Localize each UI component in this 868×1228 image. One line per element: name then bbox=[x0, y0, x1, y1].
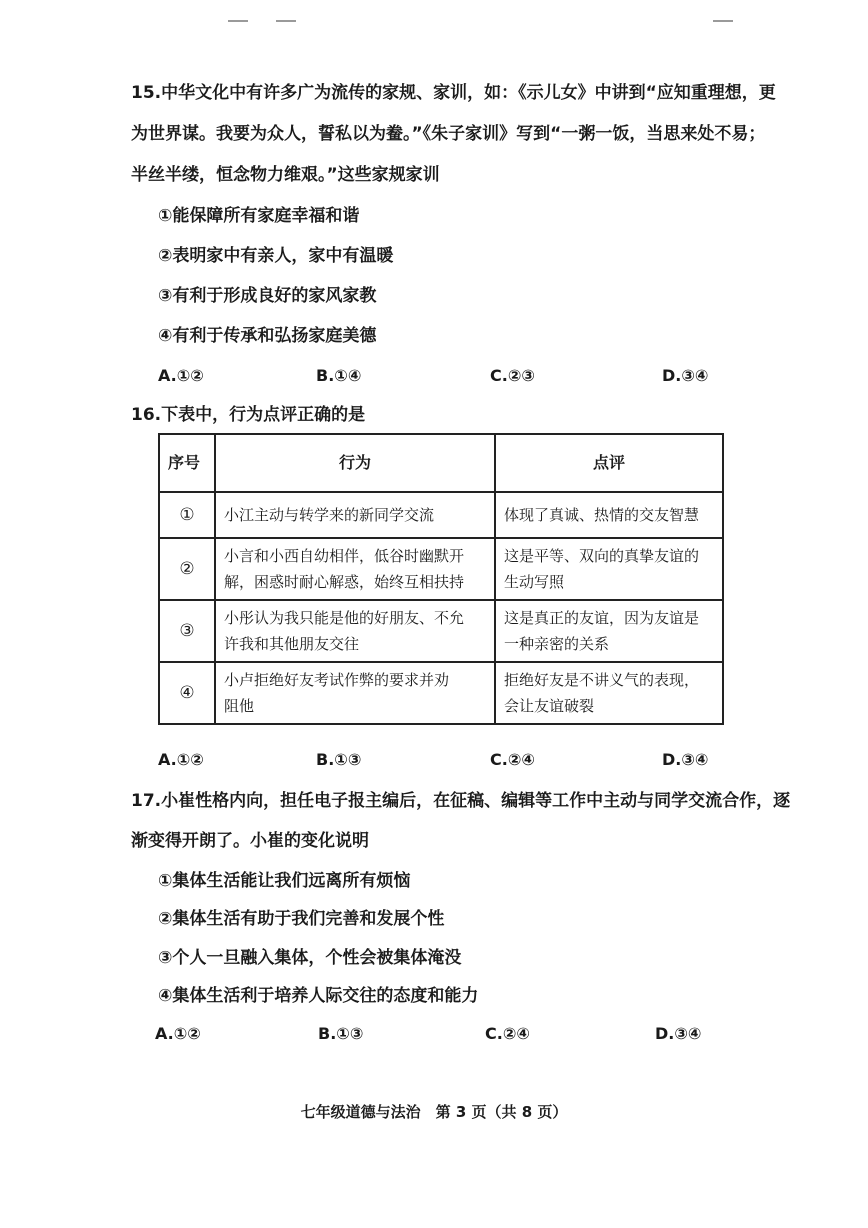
q15-choice-b: B.①④ bbox=[316, 366, 362, 385]
comment-text: 会让友谊破裂 bbox=[504, 697, 595, 715]
behavior-text: 许我和其他朋友交往 bbox=[224, 635, 360, 653]
q15-statement: ④有利于传承和弘扬家庭美德 bbox=[158, 326, 377, 346]
behavior-cell bbox=[215, 600, 495, 662]
comment-text: 体现了真诚、热情的交友智慧 bbox=[504, 506, 700, 524]
behavior-cell bbox=[215, 538, 495, 600]
q16-choice-d: D.③④ bbox=[662, 750, 709, 769]
q17-statement: ②集体生活有助于我们完善和发展个性 bbox=[158, 909, 445, 929]
q17-choice-d: D.③④ bbox=[655, 1024, 702, 1043]
q15-statement: ③有利于形成良好的家风家教 bbox=[158, 286, 377, 306]
table-row bbox=[159, 492, 723, 538]
behavior-text: 阻他 bbox=[224, 697, 255, 715]
table-row bbox=[159, 538, 723, 600]
q17-statement: ①集体生活能让我们远离所有烦恼 bbox=[158, 871, 411, 891]
comment-cell bbox=[495, 538, 723, 600]
scan-mark bbox=[276, 20, 296, 22]
q15-statement: ②表明家中有亲人，家中有温暖 bbox=[158, 246, 394, 266]
header-comment: 点评 bbox=[495, 434, 723, 492]
row-number: ③ bbox=[159, 600, 215, 662]
behavior-text: 小江主动与转学来的新同学交流 bbox=[224, 506, 435, 524]
q15-choice-c: C.②③ bbox=[490, 366, 535, 385]
q17-statement: ③个人一旦融入集体，个性会被集体淹没 bbox=[158, 948, 462, 968]
header-no: 序号 bbox=[159, 434, 215, 492]
comment-text: 拒绝好友是不讲义气的表现， bbox=[504, 671, 700, 689]
table-row bbox=[159, 662, 723, 724]
behavior-cell bbox=[215, 492, 495, 538]
comment-cell bbox=[495, 600, 723, 662]
page-footer: 七年级道德与法治 第 3 页（共 8 页） bbox=[300, 1103, 568, 1121]
q17-choice-a: A.①② bbox=[155, 1024, 201, 1043]
q17-statement: ④集体生活利于培养人际交往的态度和能力 bbox=[158, 986, 479, 1006]
table-row bbox=[159, 600, 723, 662]
q16-choice-b: B.①③ bbox=[316, 750, 362, 769]
header-behavior: 行为 bbox=[215, 434, 495, 492]
q15-stem-line: 15.中华文化中有许多广为流传的家规、家训，如：《示儿女》中讲到“应知重理想，更 bbox=[131, 83, 776, 103]
row-number: ② bbox=[159, 538, 215, 600]
q15-stem-line: 半丝半缕，恒念物力维艰。”这些家规家训 bbox=[131, 165, 440, 185]
q16-choice-c: C.②④ bbox=[490, 750, 535, 769]
scan-mark bbox=[713, 20, 733, 22]
q16-choice-a: A.①② bbox=[158, 750, 204, 769]
comment-cell bbox=[495, 662, 723, 724]
behavior-text: 小彤认为我只能是他的好朋友、不允 bbox=[224, 609, 465, 627]
scan-mark bbox=[228, 20, 248, 22]
comment-text: 这是真正的友谊，因为友谊是 bbox=[504, 609, 700, 627]
comment-text: 一种亲密的关系 bbox=[504, 635, 610, 653]
behavior-text: 解，困惑时耐心解惑，始终互相扶持 bbox=[224, 573, 465, 591]
behavior-cell bbox=[215, 662, 495, 724]
q17-stem-line: 17.小崔性格内向，担任电子报主编后，在征稿、编辑等工作中主动与同学交流合作，逐 bbox=[131, 791, 791, 811]
table-header-row bbox=[159, 434, 723, 492]
q15-choice-a: A.①② bbox=[158, 366, 204, 385]
q16-stem: 16.下表中，行为点评正确的是 bbox=[131, 405, 366, 425]
q16-table bbox=[158, 433, 724, 725]
q17-stem-line: 渐变得开朗了。小崔的变化说明 bbox=[131, 831, 369, 851]
row-number: ④ bbox=[159, 662, 215, 724]
row-number: ① bbox=[159, 492, 215, 538]
q15-stem-line: 为世界谋。我要为众人，誓私以为鲞。”《朱子家训》写到“一粥一饭，当思来处不易； bbox=[131, 124, 766, 144]
behavior-text: 小卢拒绝好友考试作弊的要求并劝 bbox=[224, 671, 450, 689]
q17-choice-b: B.①③ bbox=[318, 1024, 364, 1043]
comment-text: 这是平等、双向的真挚友谊的 bbox=[504, 547, 700, 565]
q17-choice-c: C.②④ bbox=[485, 1024, 530, 1043]
comment-cell bbox=[495, 492, 723, 538]
q15-choice-d: D.③④ bbox=[662, 366, 709, 385]
q15-statement: ①能保障所有家庭幸福和谐 bbox=[158, 206, 360, 226]
behavior-text: 小言和小西自幼相伴，低谷时幽默开 bbox=[224, 547, 465, 565]
comment-text: 生动写照 bbox=[504, 573, 565, 591]
